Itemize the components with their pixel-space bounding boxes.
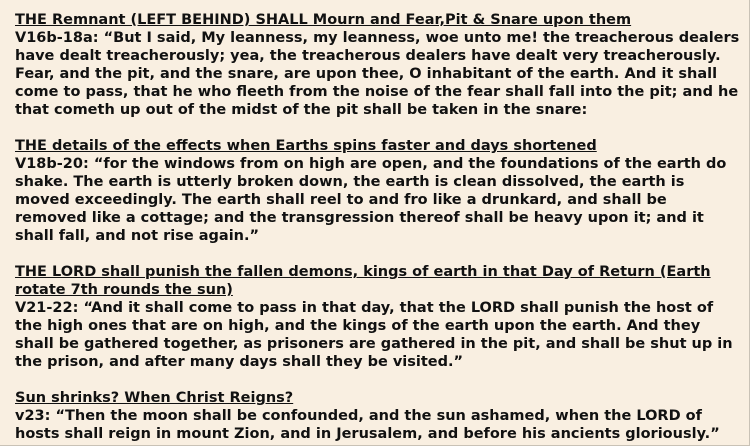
- section-heading: THE Remnant (LEFT BEHIND) SHALL Mourn and Fear,Pit & Snare upon them: [15, 12, 632, 28]
- verse-text: V21-22: “And it shall come to pass in that day, that the LORD shall punish the host of the high ones that are on high, and the kings of the earth upon the earth. And they shall be gathered together, as prisoners are gathered in the pit, and shall be shut up in the prison, and after many days shall they be visited.”: [15, 300, 733, 370]
- verse-text: v23: “Then the moon shall be confounded, and the sun ashamed, when the LORD of hosts shall reign in mount Zion, and in Jerusalem, and before his ancients gloriously.”: [15, 408, 720, 442]
- section-earth-spins: [15, 137, 743, 245]
- verse-text: V18b-20: “for the windows from on high are open, and the foundations of the earth do shake. The earth is utterly broken down, the earth is clean dissolved, the earth is moved exceedingly. The earth shall reel to and fro like a drunkard, and shall be removed like a cottage; and the transgression thereof shall be heavy upon it; and it shall fall, and not rise again.”: [15, 156, 727, 244]
- verse-text: V16b-18a: “But I said, My leanness, my leanness, woe unto me! the treacherous dealers have dealt treacherously; yea, the treacherous dealers have dealt very treacherously. Fear, and the pit, and the snare, are upon thee, O inhabitant of the earth. And it shall come to pass, that he who fleeth from the noise of the fear shall fall into the pit; and he that cometh up out of the midst of the pit shall be taken in the snare:: [15, 30, 740, 118]
- section-sun-shrinks: [15, 389, 743, 443]
- section-heading: THE details of the effects when Earths spins faster and days shortened: [15, 138, 597, 154]
- section-heading: THE LORD shall punish the fallen demons, kings of earth in that Day of Return (Earth rotate 7th rounds the sun): [15, 264, 711, 298]
- section-remnant: [15, 11, 743, 119]
- section-lord-punish: [15, 263, 743, 371]
- section-heading: Sun shrinks? When Christ Reigns?: [15, 390, 294, 406]
